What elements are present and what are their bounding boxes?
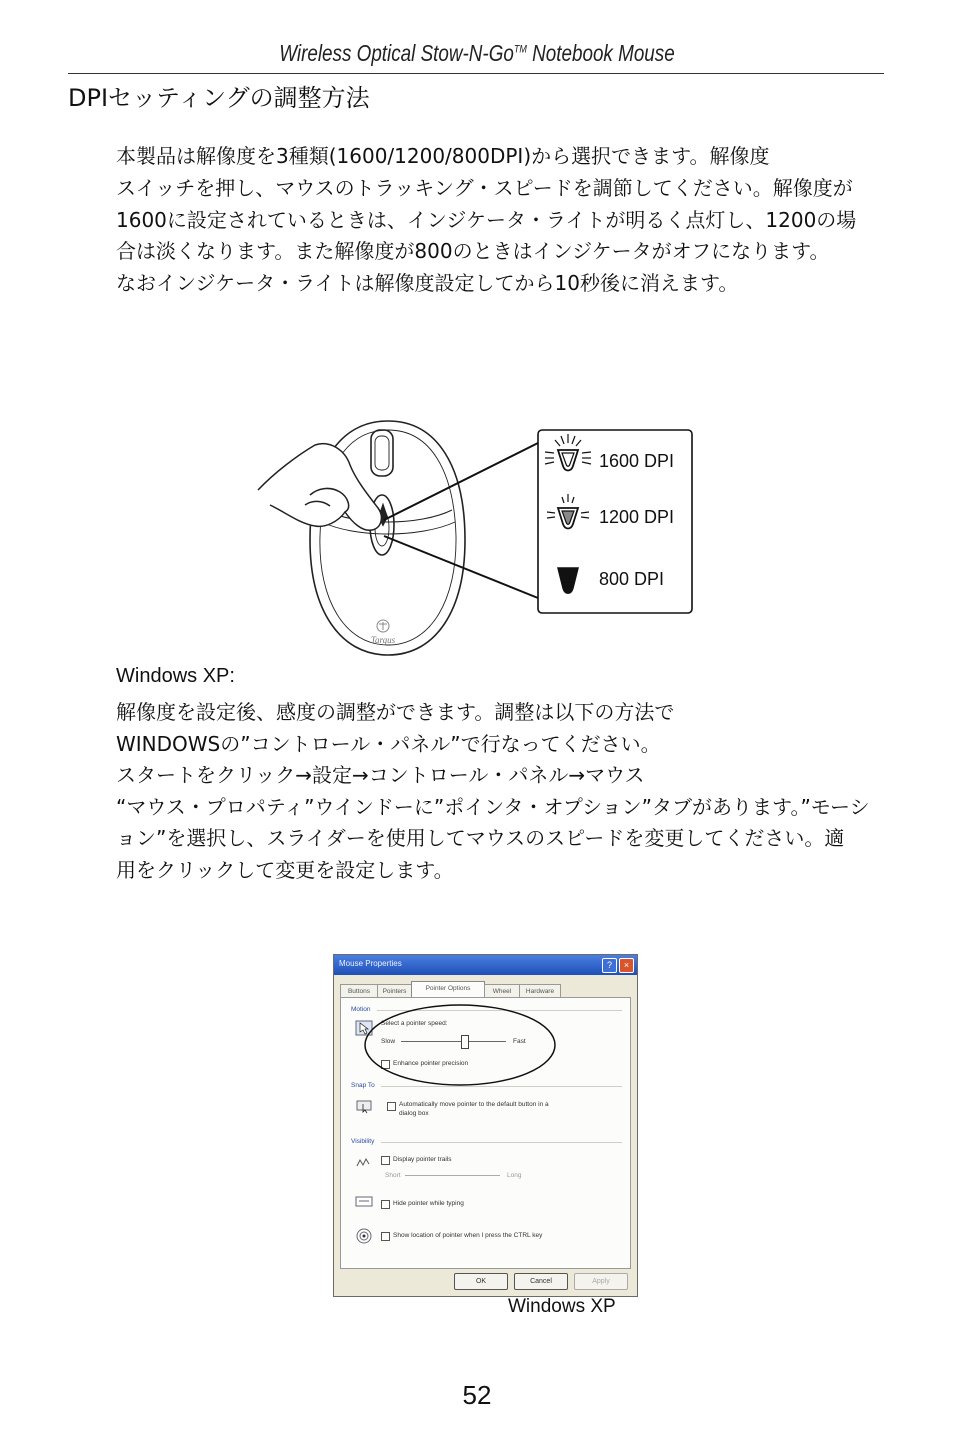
header-rule <box>68 73 884 74</box>
precision-label: Enhance pointer precision <box>393 1060 469 1067</box>
xp-titlebar <box>334 955 637 975</box>
intro-line: 1600に設定されているときは、インジケータ・ライトが明るく点灯し、1200の場 <box>116 207 857 232</box>
page-number: 52 <box>462 1380 492 1410</box>
hide-checkbox <box>381 1200 390 1209</box>
mouse-dpi-illustration <box>250 415 710 665</box>
intro-line: 本製品は解像度を3種類(1600/1200/800DPI)から選択できます。解像度 <box>116 144 770 168</box>
tab-pointer-options: Pointer Options <box>411 981 485 999</box>
pointer-line-bottom <box>384 536 538 598</box>
trails-label: Display pointer trails <box>393 1156 452 1163</box>
intro-paragraph <box>116 141 906 300</box>
tab-buttons: Buttons <box>340 984 378 998</box>
group-divider <box>381 1142 622 1143</box>
snap-checkbox <box>387 1102 396 1111</box>
trails-icon <box>355 1154 373 1170</box>
snap-icon <box>355 1098 373 1114</box>
xp-line: WINDOWSの”コントロール・パネル”で行なってください。 <box>116 731 661 756</box>
hide-pointer-icon <box>355 1194 373 1210</box>
show-location-label: Show location of pointer when I press the CTRL key <box>393 1232 543 1239</box>
trails-checkbox <box>381 1156 390 1165</box>
group-label-motion: Motion <box>351 1006 371 1013</box>
help-icon: ? <box>602 958 617 973</box>
section-heading: DPIセッティングの調整方法 <box>68 84 370 112</box>
intro-line: 合は淡くなります。また解像度が800のときはインジケータがオフになります。 <box>116 239 830 264</box>
dpi-label-800: 800 DPI <box>599 569 665 589</box>
group-label-visibility: Visibility <box>351 1138 375 1145</box>
long-label: Long <box>507 1172 522 1179</box>
pointer-line-top <box>384 443 538 520</box>
cancel-button: Cancel <box>514 1273 568 1290</box>
fast-label: Fast <box>513 1038 526 1045</box>
xp-line: “マウス・プロパティ”ウインドーに”ポインタ・オプション”タブがあります。”モーシ <box>116 794 870 819</box>
xp-line: スタートをクリック→設定→コントロール・パネル→マウス <box>116 763 645 788</box>
short-label: Short <box>385 1172 401 1179</box>
snap-text-2: dialog box <box>399 1110 429 1117</box>
windows-xp-paragraph <box>116 697 906 887</box>
ok-button: OK <box>454 1273 508 1290</box>
pointer-speed-label: Select a pointer speed: <box>381 1020 448 1027</box>
tab-hardware: Hardware <box>519 984 561 998</box>
tab-pointers: Pointers <box>377 984 412 998</box>
intro-line: なおインジケータ・ライトは解像度設定してから10秒後に消えます。 <box>116 271 739 296</box>
show-location-checkbox <box>381 1232 390 1241</box>
hand-drawing <box>258 444 381 531</box>
dpi-label-1200: 1200 DPI <box>599 507 675 527</box>
xp-line: ョン”を選択し、スライダーを使用してマウスのスピードを変更してください。適 <box>116 826 845 851</box>
group-label-snap: Snap To <box>351 1082 375 1089</box>
apply-button: Apply <box>574 1273 628 1290</box>
hide-label: Hide pointer while typing <box>393 1200 464 1207</box>
snap-text-1: Automatically move pointer to the default button in a <box>399 1101 549 1108</box>
show-location-icon <box>355 1228 373 1244</box>
dpi-label-1600: 1600 DPI <box>599 451 675 471</box>
highlight-ellipse <box>360 1000 560 1090</box>
slow-label: Slow <box>381 1038 396 1045</box>
trails-slider-track <box>405 1175 500 1176</box>
xp-tab-strip <box>340 981 630 997</box>
targus-logo <box>371 620 396 645</box>
tab-wheel: Wheel <box>484 984 520 998</box>
xp-window-title: Mouse Properties <box>339 959 402 968</box>
xp-line: 解像度を設定後、感度の調整ができます。調整は以下の方法で <box>116 700 675 724</box>
windows-xp-label: Windows XP: <box>116 665 235 687</box>
screenshot-caption: Windows XP <box>508 1296 616 1317</box>
close-icon: × <box>619 958 634 973</box>
intro-line: スイッチを押し、マウスのトラッキング・スピードを調節してください。解像度が <box>116 175 853 200</box>
running-header: Wireless Optical Stow-N-Go™ Notebook Mouse <box>279 40 675 66</box>
brand-text: Targus <box>370 635 396 645</box>
xp-line: 用をクリックして変更を設定します。 <box>116 857 454 882</box>
trademark-sup: TM <box>513 43 527 56</box>
